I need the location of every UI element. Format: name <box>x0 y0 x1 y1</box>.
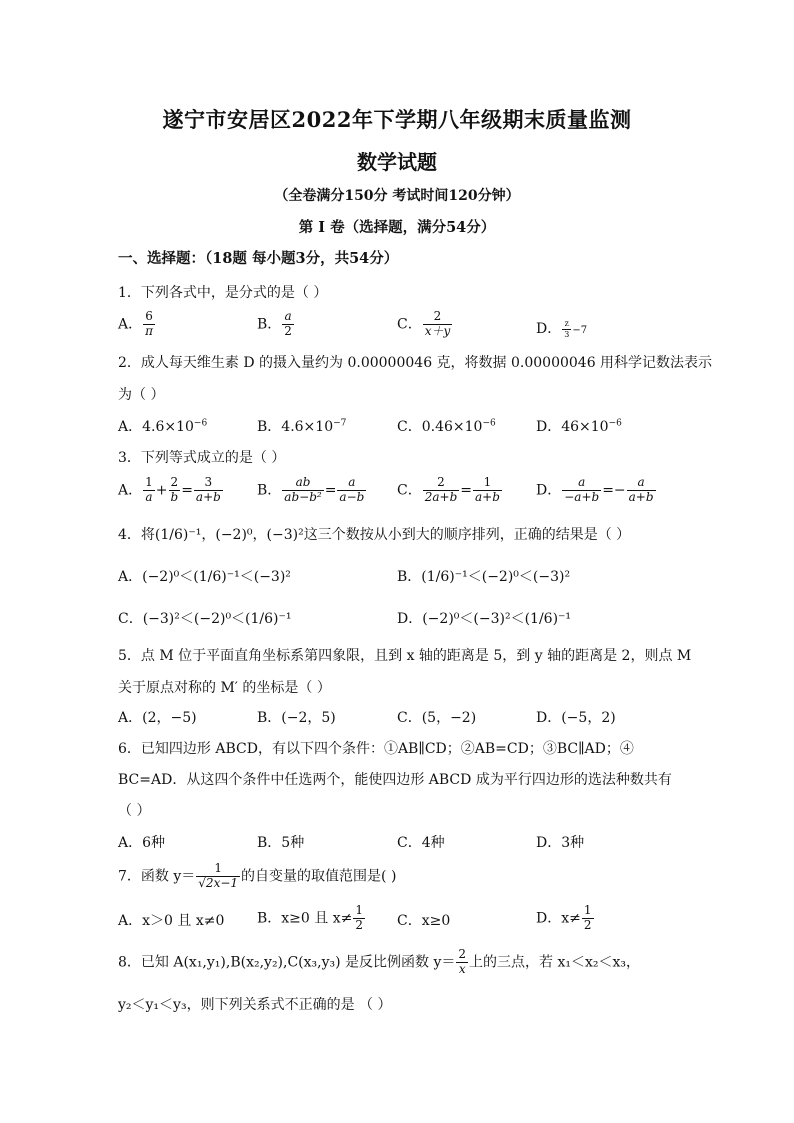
q7-stem: 7．函数 y＝ $\frac{1}{√2x-1}$ 的自变量的取值范围是( ) <box>118 861 397 890</box>
q3-option-b: B． $\frac{ab}{\text{ab−b²}}$ = $\frac{a}{a-b}$ <box>257 475 365 504</box>
part-heading: 第 Ⅰ 卷（选择题，满分54分） <box>298 219 496 236</box>
q7-option-c: C．x≥0 <box>397 913 451 929</box>
q4-option-b: B．(1/6)⁻¹＜(−2)⁰＜(−3)² <box>397 569 571 585</box>
q3-option-d: D． $\frac{a}{-a+b}$ =− $\frac{a}{a+b}$ <box>536 475 654 504</box>
q5-option-b: B．(−2，5) <box>257 710 336 726</box>
q2-stem-line2: 为（ ） <box>118 387 165 403</box>
q1-option-a: A． $\frac{6}{\pi}$ <box>118 309 154 338</box>
q4-option-a: A．(−2)⁰＜(1/6)⁻¹＜(−3)² <box>118 569 291 585</box>
q6-stem-line1: 6．已知四边形 ABCD，有以下四个条件：①AB∥CD；②AB=CD；③BC∥AD；④ <box>118 741 634 757</box>
q7-option-d: D．x≠ $\frac{1}{2}$ <box>536 903 592 932</box>
q6-option-a: A．6种 <box>118 835 166 851</box>
q1-option-c: C． $\frac{2}{x+y}$ <box>397 309 451 338</box>
q5-stem-line2: 关于原点对称的 M′ 的坐标是（ ） <box>118 680 331 696</box>
q7-option-a: A．x＞0 且 x≠0 <box>118 913 225 929</box>
exam-subtitle: 数学试题 <box>357 150 437 174</box>
q1-option-d: D． $\frac{z}{3}$ −7 <box>536 319 588 339</box>
q2-option-a: A．$4.6\times 10^{-6}$ <box>118 418 208 435</box>
q1-stem: 1．下列各式中，是分式的是（ ） <box>118 285 328 301</box>
q6-stem-line3: （ ） <box>118 803 151 819</box>
q5-option-a: A．(2，−5) <box>118 710 197 726</box>
q6-option-b: B．5种 <box>257 835 305 851</box>
q8-stem-line1: 8．已知 A(x₁,y₁),B(x₂,y₂),C(x₃,y₃) 是反比例函数 y＝ $\frac{2}{x}$ 上的三点，若 x₁＜x₂＜x₃， <box>118 947 641 976</box>
q5-option-d: D．(−5，2) <box>536 710 616 726</box>
q2-option-b: B．$4.6\times 10^{-7}$ <box>257 418 347 435</box>
q5-option-c: C．(5，−2) <box>397 710 477 726</box>
q2-option-d: D．$46\times 10^{-6}$ <box>536 418 622 435</box>
q2-stem-line1: 2．成人每天维生素 D 的摄入量约为 0.00000046 克，将数据 0.00000046 用科学记数法表示 <box>118 355 713 371</box>
q2-option-c: C．$0.46\times 10^{-6}$ <box>397 418 496 435</box>
q4-option-c: C．(−3)²＜(−2)⁰＜(1/6)⁻¹ <box>118 611 292 627</box>
exam-note: （全卷满分150分 考试时间120分钟） <box>274 188 520 204</box>
exam-title: 遂宁市安居区2022年下学期八年级期末质量监测 <box>162 107 632 132</box>
q1-option-b: B． $\frac{a}{2}$ <box>257 309 292 338</box>
section-heading: 一、选择题：（18题 每小题3分，共54分） <box>118 250 399 267</box>
q4-option-d: D．(−2)⁰＜(−3)²＜(1/6)⁻¹ <box>397 611 572 627</box>
q3-option-c: C． $\frac{2}{2a+b}$ = $\frac{1}{a+b}$ <box>397 475 500 504</box>
q4-stem: 4．将(1/6)⁻¹，(−2)⁰，(−3)²这三个数按从小到大的顺序排列，正确的结果是（ ） <box>118 527 631 543</box>
q8-stem-line2: y₂＜y₁＜y₃，则下列关系式不正确的是 （ ） <box>118 997 392 1013</box>
q6-option-c: C．4种 <box>397 835 445 851</box>
q3-option-a: A． $\frac{1}{a}$ + $\frac{2}{b}$ = $\frac{3}{a+b}$ <box>118 475 221 504</box>
q5-stem-line1: 5．点 M 位于平面直角坐标系第四象限，且到 x 轴的距离是 5，到 y 轴的距离是 2，则点 M <box>118 648 692 664</box>
q7-option-b: B．x≥0 且 x≠ $\frac{1}{2}$ <box>257 903 363 932</box>
q3-stem: 3．下列等式成立的是（ ） <box>118 450 286 466</box>
q6-stem-line2: BC=AD．从这四个条件中任选两个，能使四边形 ABCD 成为平行四边形的选法种数共有 <box>118 772 672 788</box>
q6-option-d: D．3种 <box>536 835 585 851</box>
